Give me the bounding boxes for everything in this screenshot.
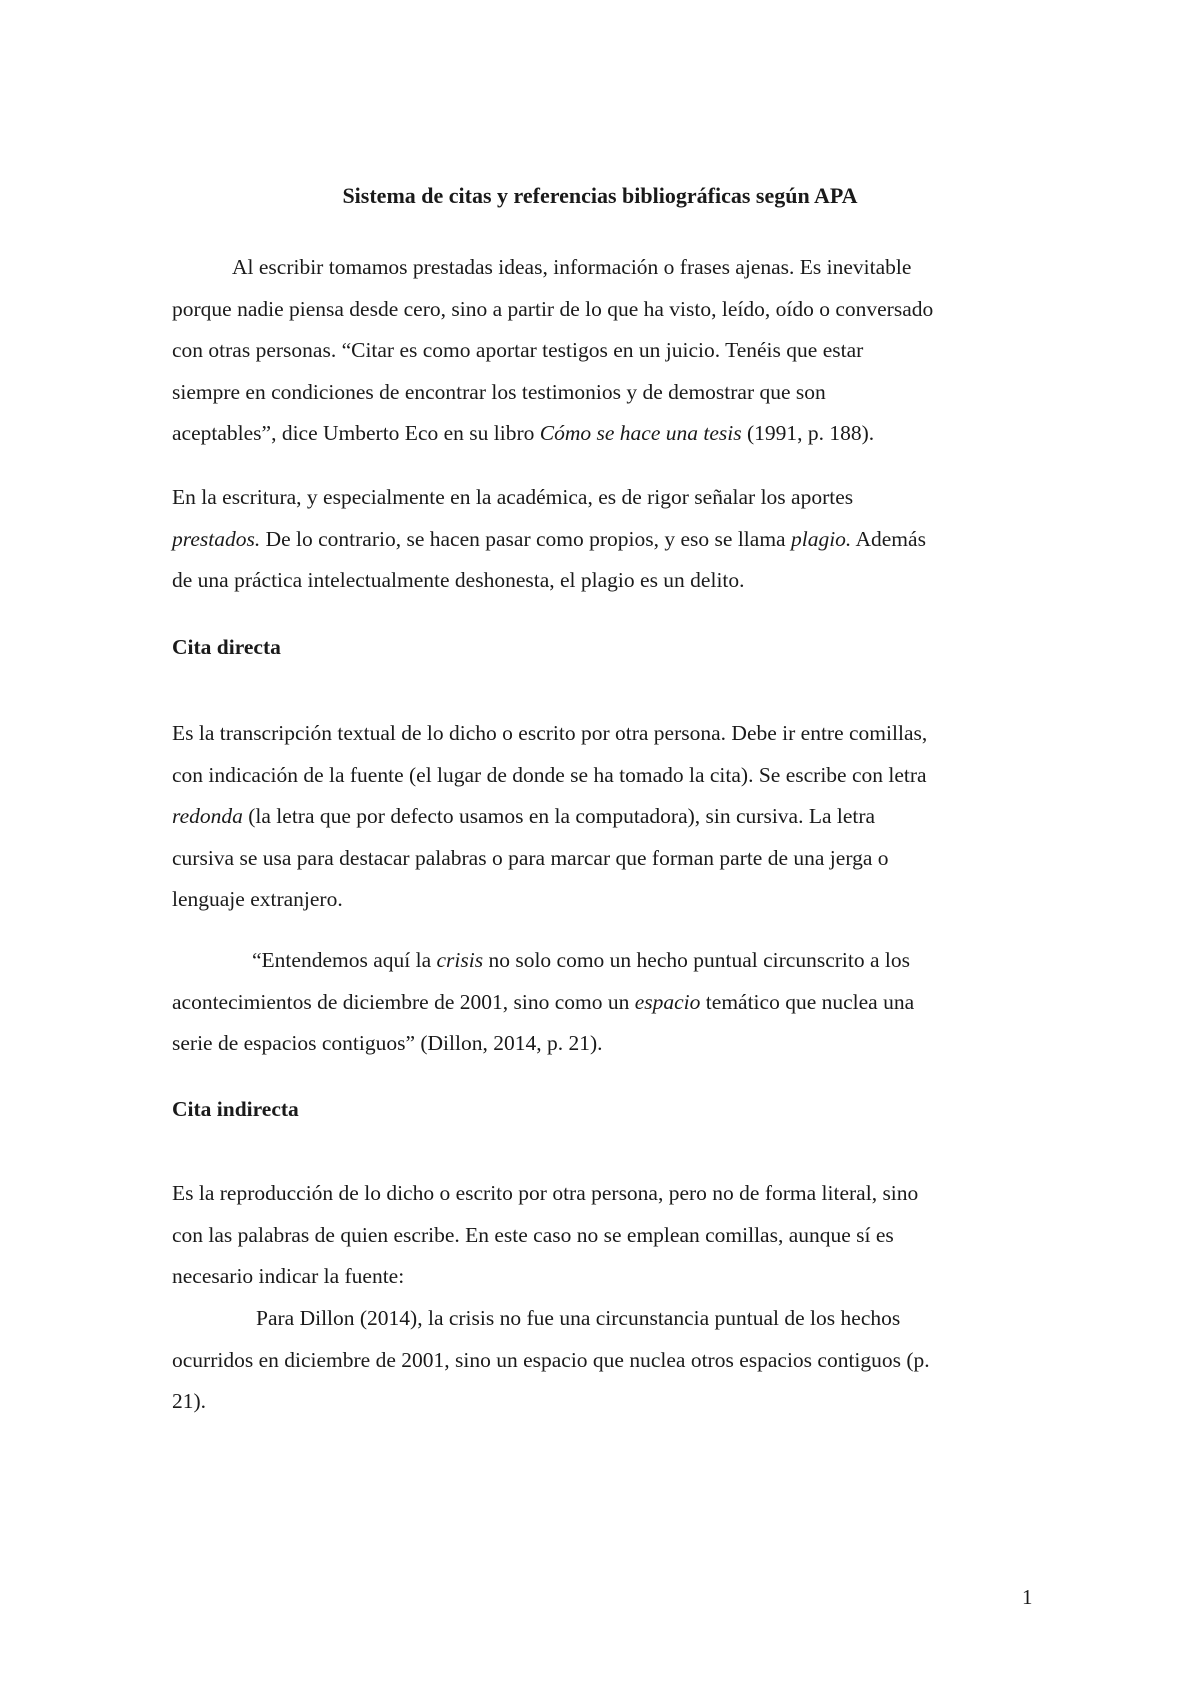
direct-quote-paragraph	[172, 713, 1032, 921]
intro-line-3: con otras personas. “Citar es como aportar testigos en un juicio. Tenéis que estar	[172, 338, 864, 362]
prestados-italic: prestados.	[172, 526, 261, 551]
espacio-italic: espacio	[634, 989, 701, 1014]
indirect-example-line-3: 21).	[172, 1389, 207, 1413]
intro-line-5-text-a: aceptables”, dice Umberto Eco en su libro	[172, 421, 540, 445]
plagiarism-line-2	[172, 519, 1032, 561]
direct-line-5: lenguaje extranjero.	[172, 887, 343, 911]
intro-line-5-text-b: (1991, p. 188).	[741, 421, 875, 445]
page-number: 1	[1022, 1585, 1033, 1609]
direct-quote-heading: Cita directa	[172, 635, 281, 659]
intro-line-2: porque nadie piensa desde cero, sino a partir de lo que ha visto, leído, oído o conversado	[172, 296, 934, 321]
direct-example-line-3: serie de espacios contiguos” (Dillon, 2014, p. 21).	[172, 1031, 603, 1055]
plagiarism-paragraph	[172, 477, 1032, 602]
direct-example-line-2	[172, 982, 1032, 1024]
plagiarism-line-3: de una práctica intelectualmente deshonesta, el plagio es un delito.	[172, 568, 745, 592]
direct-example-line-1-text-a: “Entendemos aquí la	[252, 948, 437, 972]
redonda-italic: redonda	[172, 804, 243, 828]
direct-example-line-1-text-b: no solo como un hecho puntual circunscrito a los	[483, 948, 911, 972]
crisis-italic: crisis	[436, 948, 484, 972]
direct-example-line-2-text-a: acontecimientos de diciembre de 2001, sino como un	[172, 989, 635, 1014]
intro-line-1: Al escribir tomamos prestadas ideas, información o frases ajenas. Es inevitable	[232, 255, 912, 279]
indirect-quote-heading: Cita indirecta	[172, 1097, 299, 1121]
indirect-line-3: necesario indicar la fuente:	[172, 1264, 405, 1288]
indirect-example-line-1: Para Dillon (2014), la crisis no fue una circunstancia puntual de los hechos	[256, 1306, 901, 1330]
plagio-italic: plagio.	[790, 526, 852, 551]
intro-line-4: siempre en condiciones de encontrar los testimonios y de demostrar que son	[172, 379, 826, 404]
indirect-line-1: Es la reproducción de lo dicho o escrito por otra persona, pero no de forma literal, sino	[172, 1181, 919, 1205]
direct-example-line-2-text-b: temático que nuclea una	[700, 989, 915, 1014]
intro-paragraph	[172, 247, 1032, 455]
indirect-quote-example	[172, 1298, 1032, 1423]
indirect-example-line-2: ocurridos en diciembre de 2001, sino un espacio que nuclea otros espacios contiguos (p.	[172, 1347, 930, 1372]
indirect-quote-paragraph	[172, 1173, 1032, 1298]
direct-line-3-text: (la letra que por defecto usamos en la computadora), sin cursiva. La letra	[242, 804, 876, 828]
direct-line-4: cursiva se usa para destacar palabras o para marcar que forman parte de una jerga o	[172, 845, 889, 870]
document-title: Sistema de citas y referencias bibliográficas según APA	[342, 183, 858, 208]
plagiarism-line-2-text-b: Además	[851, 526, 926, 551]
intro-line-5	[172, 413, 1032, 455]
direct-line-3	[172, 796, 1032, 838]
indirect-line-2: con las palabras de quien escribe. En este caso no se emplean comillas, aunque sí es	[172, 1222, 894, 1247]
direct-line-1: Es la transcripción textual de lo dicho o escrito por otra persona. Debe ir entre comillas,	[172, 721, 928, 745]
direct-quote-example	[172, 940, 1032, 1065]
plagiarism-line-2-text-a: De lo contrario, se hacen pasar como propios, y eso se llama	[260, 526, 791, 551]
book-title-italic: Cómo se hace una tesis	[539, 421, 742, 445]
direct-line-2: con indicación de la fuente (el lugar de donde se ha tomado la cita). Se escribe con letra	[172, 762, 927, 787]
direct-example-line-1	[172, 940, 1032, 982]
plagiarism-line-1: En la escritura, y especialmente en la académica, es de rigor señalar los aportes	[172, 485, 854, 509]
